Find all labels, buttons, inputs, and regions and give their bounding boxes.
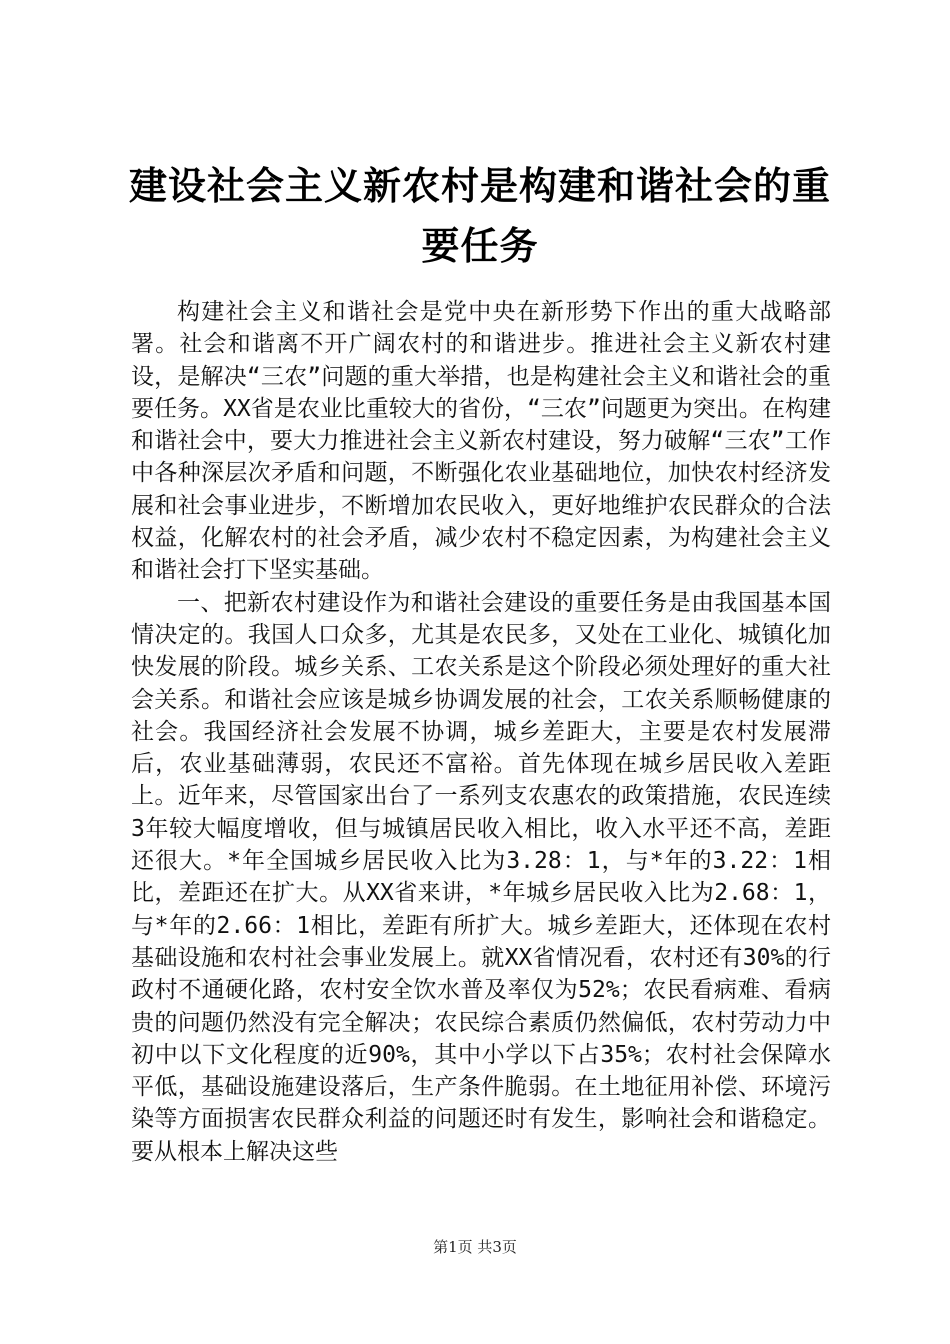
paragraph-section-one: 一、把新农村建设作为和谐社会建设的重要任务是由我国基本国情决定的。我国人口众多，尤其是农民多，又处在工业化、城镇化加快发展的阶段。城乡关系、工农关系是这个阶段必须处理好的重大社会关系。和谐社会应该是城乡协调发展的社会，工农关系顺畅健康的社会。我国经济社会发展不协调，城乡差距大，主要是农村发展滞后，农业基础薄弱，农民还不富裕。首先体现在城乡居民收入差距上。近年来，尽管国家出台了一系列支农惠农的政策措施，农民连续3年较大幅度增收，但与城镇居民收入相比，收入水平还不高，差距还很大。*年全国城乡居民收入比为3.28：1，与*年的3.22：1相比，差距还在扩大。从XX省来讲，*年城乡居民收入比为2.68：1，与*年的2.66：1相比，差距有所扩大。城乡差距大，还体现在农村基础设施和农村社会事业发展上。就XX省情况看，农村还有30%的行政村不通硬化路，农村安全饮水普及率仅为52%；农民看病难、看病贵的问题仍然没有完全解决；农民综合素质仍然偏低，农村劳动力中初中以下文化程度的近90%，其中小学以下占35%；农村社会保障水平低，基础设施建设落后，生产条件脆弱。在土地征用补偿、环境污染等方面损害农民群众利益的问题还时有发生，影响社会和谐稳定。要从根本上解决这些 xyxy=(131,589,831,1165)
document-title: 建设社会主义新农村是构建和谐社会的重要任务 xyxy=(128,163,831,268)
page-number-footer: 第1页 共3页 xyxy=(433,1238,517,1256)
document-body xyxy=(131,296,831,1168)
paragraph-intro: 构建社会主义和谐社会是党中央在新形势下作出的重大战略部署。社会和谐离不开广阔农村的和谐进步。推进社会主义新农村建设，是解决“三农”问题的重大举措，也是构建社会主义和谐社会的重要任务。XX省是农业比重较大的省份，“三农”问题更为突出。在构建和谐社会中，要大力推进社会主义新农村建设，努力破解“三农”工作中各种深层次矛盾和问题，不断强化农业基础地位，加快农村经济发展和社会事业进步，不断增加农民收入，更好地维护农民群众的合法权益，化解农村的社会矛盾，减少农村不稳定因素，为构建社会主义和谐社会打下坚实基础。 xyxy=(131,299,831,584)
